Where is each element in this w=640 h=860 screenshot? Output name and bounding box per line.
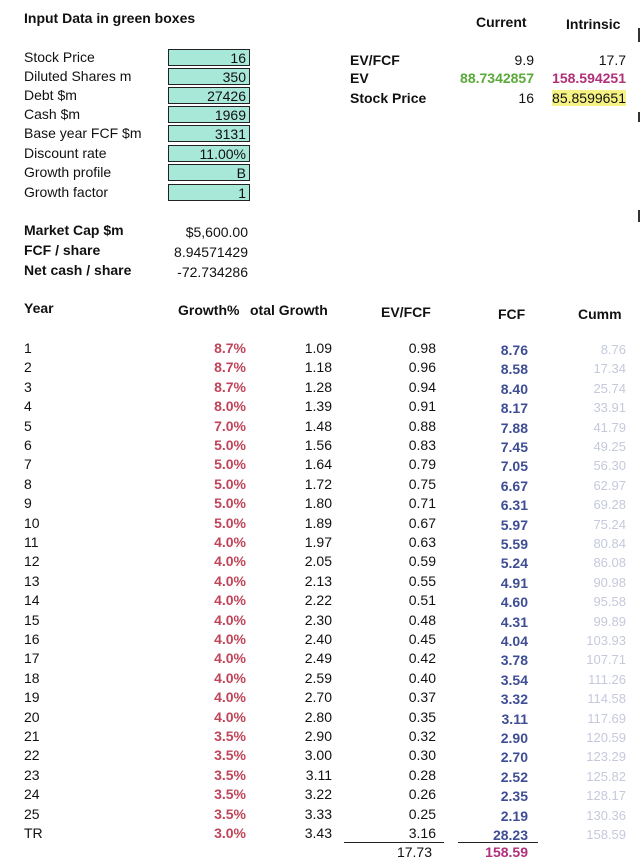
table-cell-cumm: 128.17: [586, 788, 626, 804]
fcf-total-underline: [458, 842, 538, 843]
table-cell-year: 8: [24, 475, 32, 492]
table-cell-year: 9: [24, 495, 32, 512]
table-cell-fcf: 7.45: [500, 439, 528, 455]
stock-price-intrinsic-value: 85.8599651: [552, 90, 626, 106]
table-cell-total: 3.33: [304, 805, 332, 822]
table-cell-fcf: 2.35: [500, 788, 528, 805]
table-cell-total: 2.80: [304, 708, 332, 725]
ev-fcf-label: EV/FCF: [350, 52, 400, 68]
table-cell-fcf: 3.54: [500, 671, 528, 688]
table-cell-year: 25: [24, 805, 40, 822]
table-cell-total: 1.28: [304, 378, 332, 395]
table-cell-year: 13: [24, 572, 40, 589]
net-cash-per-share-label: Net cash / share: [24, 262, 132, 278]
table-cell-ev: 0.67: [408, 514, 436, 531]
input-label-stock-price: Stock Price: [24, 49, 95, 65]
table-cell-year: 11: [24, 534, 39, 550]
fcf-per-share-value: 8.94571429: [174, 244, 248, 260]
table-cell-year: 19: [24, 689, 40, 706]
table-cell-total: 2.59: [304, 669, 332, 686]
table-cell-fcf: 4.60: [500, 594, 528, 611]
table-cell-growth: 5.0%: [214, 495, 246, 512]
table-cell-growth: 3.0%: [214, 825, 246, 841]
input-label-discount-rate: Discount rate: [24, 145, 107, 161]
table-cell-fcf: 7.05: [500, 458, 528, 475]
table-cell-ev: 0.96: [408, 359, 436, 376]
table-cell-fcf: 4.91: [500, 574, 528, 591]
table-cell-ev: 0.91: [408, 398, 436, 415]
table-cell-cumm: 17.34: [593, 361, 626, 377]
table-cell-growth: 3.5%: [214, 805, 246, 822]
table-cell-fcf: 3.78: [500, 652, 528, 669]
input-label-growth-profile: Growth profile: [24, 164, 112, 180]
table-cell-total: 3.00: [304, 747, 332, 764]
table-cell-cumm: 107.71: [586, 652, 626, 668]
table-cell-growth: 4.0%: [214, 592, 246, 609]
table-cell-year: 14: [24, 592, 40, 609]
table-cell-cumm: 25.74: [593, 380, 626, 396]
table-cell-ev: 0.42: [408, 650, 436, 667]
table-cell-cumm: 49.25: [593, 439, 626, 454]
ev-label: EV: [350, 70, 369, 86]
table-cell-fcf: 4.31: [500, 613, 528, 630]
table-cell-cumm: 62.97: [593, 477, 626, 493]
table-cell-fcf: 8.17: [500, 400, 528, 417]
table-cell-growth: 4.0%: [214, 631, 246, 647]
table-cell-ev: 0.55: [408, 572, 436, 589]
growth-factor-input[interactable]: 1: [168, 184, 250, 201]
table-cell-ev: 0.59: [408, 553, 436, 570]
table-cell-year: 23: [24, 766, 40, 783]
col-header-total-growth: otal Growth: [250, 302, 328, 318]
table-cell-fcf: 3.11: [501, 710, 528, 727]
table-cell-growth: 3.5%: [214, 766, 246, 783]
table-cell-ev: 0.63: [408, 534, 436, 550]
net-cash-per-share-value: -72.734286: [177, 264, 248, 280]
table-cell-cumm: 41.79: [593, 419, 626, 435]
table-cell-total: 1.48: [304, 417, 332, 434]
table-cell-growth: 5.0%: [214, 514, 246, 531]
table-cell-growth: 3.5%: [214, 786, 246, 803]
ev-intrinsic: 158.594251: [552, 70, 626, 86]
table-cell-fcf: 2.52: [500, 768, 528, 785]
col-header-cumm: Cumm: [578, 306, 622, 322]
input-label-base-fcf: Base year FCF $m: [24, 125, 142, 141]
base-fcf-input[interactable]: 3131: [168, 125, 250, 142]
table-cell-year: 20: [24, 708, 40, 725]
table-cell-ev: 0.32: [408, 728, 436, 744]
table-cell-ev: 3.16: [408, 825, 436, 841]
table-cell-cumm: 33.91: [593, 400, 626, 416]
ev-fcf-intrinsic: 17.7: [598, 52, 626, 68]
table-cell-ev: 0.30: [408, 747, 436, 764]
table-cell-total: 1.56: [304, 437, 332, 453]
table-cell-total: 2.70: [304, 689, 332, 706]
table-cell-growth: 5.0%: [214, 456, 246, 473]
table-cell-year: 12: [24, 553, 40, 570]
table-cell-fcf: 6.67: [500, 477, 528, 494]
col-header-year: Year: [24, 300, 54, 316]
table-cell-ev: 0.98: [408, 340, 436, 356]
table-cell-total: 1.18: [304, 359, 332, 376]
table-cell-year: 21: [24, 728, 40, 744]
table-cell-fcf: 3.32: [500, 691, 528, 708]
table-cell-year: TR: [24, 825, 43, 841]
table-cell-cumm: 86.08: [593, 555, 626, 571]
table-cell-growth: 3.5%: [214, 747, 246, 764]
table-cell-ev: 0.26: [408, 786, 436, 803]
debt-input[interactable]: 27426: [168, 87, 250, 104]
table-cell-cumm: 117.69: [587, 710, 626, 726]
table-cell-cumm: 99.89: [593, 613, 626, 629]
intrinsic-header: Intrinsic: [566, 16, 621, 32]
table-cell-cumm: 90.98: [593, 574, 626, 590]
table-cell-growth: 8.7%: [214, 340, 246, 356]
table-cell-total: 2.22: [304, 592, 332, 609]
table-cell-cumm: 120.59: [586, 730, 626, 745]
input-label-cash: Cash $m: [24, 106, 81, 122]
col-header-growth: Growth%: [178, 302, 240, 318]
table-cell-fcf: 5.97: [500, 516, 528, 533]
table-cell-cumm: 56.30: [593, 458, 626, 474]
table-cell-growth: 4.0%: [214, 572, 246, 589]
table-cell-year: 10: [24, 514, 40, 531]
table-cell-year: 5: [24, 417, 32, 434]
table-cell-cumm: 95.58: [593, 594, 626, 610]
table-cell-total: 2.30: [304, 611, 332, 628]
table-cell-total: 1.72: [304, 475, 332, 492]
table-cell-fcf: 2.70: [500, 749, 528, 766]
table-cell-ev: 0.79: [408, 456, 436, 473]
input-label-diluted-shares: Diluted Shares m: [24, 68, 132, 84]
table-cell-fcf: 4.04: [500, 633, 528, 649]
table-cell-fcf: 7.88: [500, 419, 528, 436]
fcf-per-share-label: FCF / share: [24, 242, 101, 258]
table-cell-cumm: 111.26: [588, 671, 626, 687]
table-cell-fcf: 8.76: [500, 342, 528, 358]
table-cell-cumm: 158.59: [586, 827, 626, 842]
table-cell-total: 2.40: [304, 631, 332, 647]
table-cell-ev: 0.40: [408, 669, 436, 686]
table-cell-growth: 5.0%: [214, 475, 246, 492]
ev-total-underline: [344, 842, 444, 843]
table-cell-growth: 7.0%: [214, 417, 246, 434]
cash-input[interactable]: 1969: [168, 106, 250, 123]
table-cell-cumm: 130.36: [586, 807, 626, 823]
ev-fcf-current: 9.9: [514, 52, 534, 68]
table-cell-year: 18: [24, 669, 40, 686]
table-cell-total: 1.64: [304, 456, 332, 473]
market-cap-value: $5,600.00: [185, 224, 248, 240]
table-cell-growth: 5.0%: [214, 437, 246, 453]
market-cap-label: Market Cap $m: [24, 222, 124, 238]
table-cell-ev: 0.48: [408, 611, 436, 628]
table-cell-cumm: 80.84: [593, 536, 626, 551]
fcf-total: 158.59: [485, 844, 528, 860]
table-cell-cumm: 8.76: [600, 342, 626, 357]
table-cell-year: 17: [24, 650, 40, 667]
table-cell-total: 2.49: [304, 650, 332, 667]
table-cell-year: 24: [24, 786, 40, 803]
table-cell-year: 7: [24, 456, 32, 473]
table-cell-ev: 0.45: [408, 631, 436, 647]
table-cell-fcf: 5.59: [500, 536, 528, 552]
stock-price-current: 16: [518, 90, 534, 106]
table-cell-year: 2: [24, 359, 32, 376]
table-cell-growth: 8.7%: [214, 359, 246, 376]
table-cell-growth: 4.0%: [214, 708, 246, 725]
diluted-shares-input[interactable]: 350: [168, 68, 250, 85]
table-cell-growth: 4.0%: [214, 669, 246, 686]
table-cell-cumm: 75.24: [593, 516, 626, 532]
table-cell-cumm: 114.58: [587, 691, 626, 707]
table-cell-growth: 3.5%: [214, 728, 246, 744]
table-cell-growth: 8.0%: [214, 398, 246, 415]
table-cell-cumm: 125.82: [586, 768, 626, 784]
sheet-title: Input Data in green boxes: [24, 10, 196, 26]
col-header-fcf: FCF: [498, 306, 526, 322]
table-cell-ev: 0.75: [408, 475, 436, 492]
input-label-growth-factor: Growth factor: [24, 184, 109, 200]
table-cell-cumm: 69.28: [593, 497, 626, 513]
table-cell-ev: 0.25: [408, 805, 436, 822]
table-cell-fcf: 6.31: [500, 497, 528, 514]
table-cell-ev: 0.88: [408, 417, 436, 434]
ev-current: 88.7342857: [460, 70, 534, 86]
table-cell-year: 16: [24, 631, 40, 647]
table-cell-year: 3: [24, 378, 32, 395]
table-cell-growth: 4.0%: [214, 534, 246, 550]
table-cell-fcf: 8.40: [500, 380, 528, 397]
table-cell-total: 1.80: [304, 495, 332, 512]
stock-price-input[interactable]: 16: [168, 49, 250, 66]
table-cell-year: 1: [24, 340, 32, 356]
table-cell-total: 2.90: [304, 728, 332, 744]
stock-price-label: Stock Price: [350, 90, 427, 106]
ev-fcf-total: 17.73: [396, 844, 432, 860]
table-cell-ev: 0.71: [408, 495, 436, 512]
discount-rate-input[interactable]: 11.00%: [168, 145, 250, 162]
table-cell-ev: 0.51: [408, 592, 436, 609]
stock-price-intrinsic: [540, 90, 626, 106]
table-cell-growth: 4.0%: [214, 553, 246, 570]
current-header: Current: [476, 14, 527, 30]
table-cell-fcf: 8.58: [500, 361, 528, 378]
table-cell-total: 1.39: [304, 398, 332, 415]
table-cell-ev: 0.83: [408, 437, 436, 453]
input-label-debt: Debt $m: [24, 87, 77, 103]
table-cell-ev: 0.37: [408, 689, 436, 706]
table-cell-total: 3.43: [304, 825, 332, 841]
table-cell-total: 1.89: [304, 514, 332, 531]
table-cell-growth: 8.7%: [214, 378, 246, 395]
table-cell-growth: 4.0%: [214, 611, 246, 628]
table-cell-ev: 0.28: [408, 766, 436, 783]
growth-profile-input[interactable]: B: [168, 164, 250, 181]
table-cell-total: 1.09: [304, 340, 332, 356]
table-cell-growth: 4.0%: [214, 689, 246, 706]
table-cell-total: 1.97: [304, 534, 332, 550]
table-cell-year: 15: [24, 611, 40, 628]
table-cell-total: 2.13: [304, 572, 332, 589]
table-cell-total: 3.11: [305, 766, 332, 783]
table-cell-year: 4: [24, 398, 32, 415]
table-cell-total: 2.05: [304, 553, 332, 570]
table-cell-growth: 4.0%: [214, 650, 246, 667]
table-cell-ev: 0.35: [408, 708, 436, 725]
table-cell-fcf: 28.23: [492, 827, 528, 843]
table-cell-fcf: 5.24: [500, 555, 528, 572]
table-cell-cumm: 123.29: [586, 749, 626, 765]
table-cell-cumm: 103.93: [586, 633, 626, 648]
col-header-ev-fcf: EV/FCF: [381, 304, 431, 320]
table-cell-ev: 0.94: [408, 378, 436, 395]
table-cell-total: 3.22: [304, 786, 332, 803]
table-cell-fcf: 2.90: [500, 730, 528, 746]
table-cell-year: 6: [24, 437, 32, 453]
table-cell-fcf: 2.19: [500, 807, 528, 824]
table-cell-year: 22: [24, 747, 40, 764]
